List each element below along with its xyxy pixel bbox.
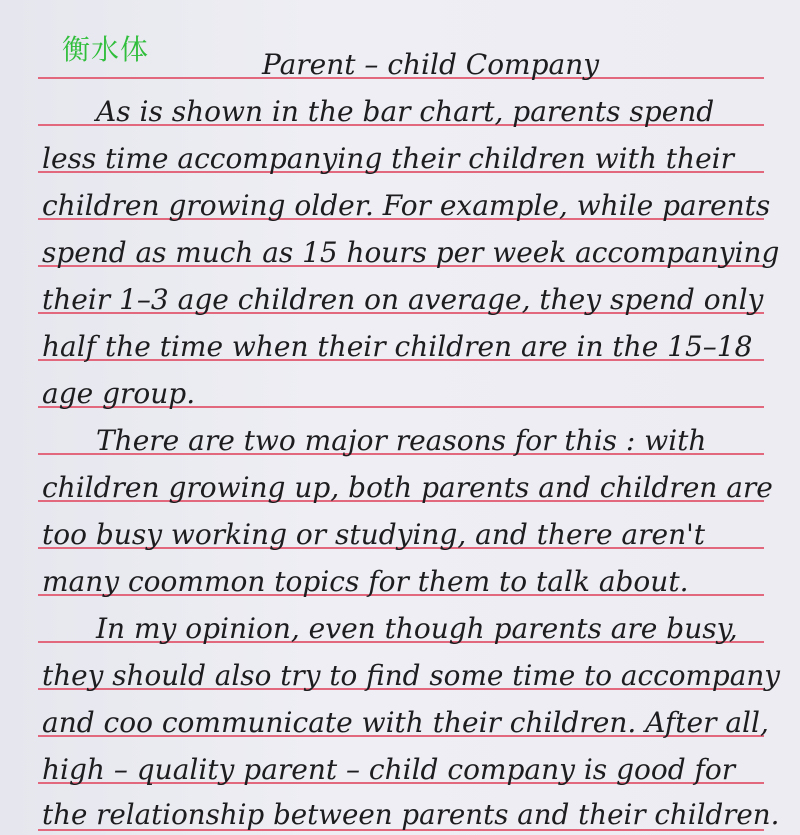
text-line: less time accompanying their children with their [42, 142, 734, 175]
text-line: the relationship between parents and their children. [42, 798, 780, 831]
text-line: age group. [42, 377, 196, 410]
text-line: In my opinion, even though parents are busy, [96, 612, 738, 645]
text-line: many coommon topics for them to talk about. [42, 565, 689, 598]
text-line: their 1–3 age children on average, they spend only [42, 283, 764, 316]
text-line: As is shown in the bar chart, parents spend [96, 95, 715, 128]
text-line: they should also try to find some time to accompany [42, 659, 781, 692]
text-line: spend as much as 15 hours per week accompanying [42, 236, 780, 269]
text-line: children growing up, both parents and children are [42, 471, 773, 504]
essay-title: Parent – child Company [262, 48, 600, 81]
text-line: half the time when their children are in the 15–18 [42, 330, 753, 363]
watermark-text: 衡水体 [62, 33, 150, 66]
text-line: high – quality parent – child company is good for [42, 753, 736, 786]
text-line: children growing older. For example, while parents [42, 189, 771, 222]
text-line: There are two major reasons for this : with [96, 424, 707, 457]
text-line: and coo communicate with their children. After all, [42, 706, 769, 739]
text-line: too busy working or studying, and there aren't [42, 518, 706, 551]
